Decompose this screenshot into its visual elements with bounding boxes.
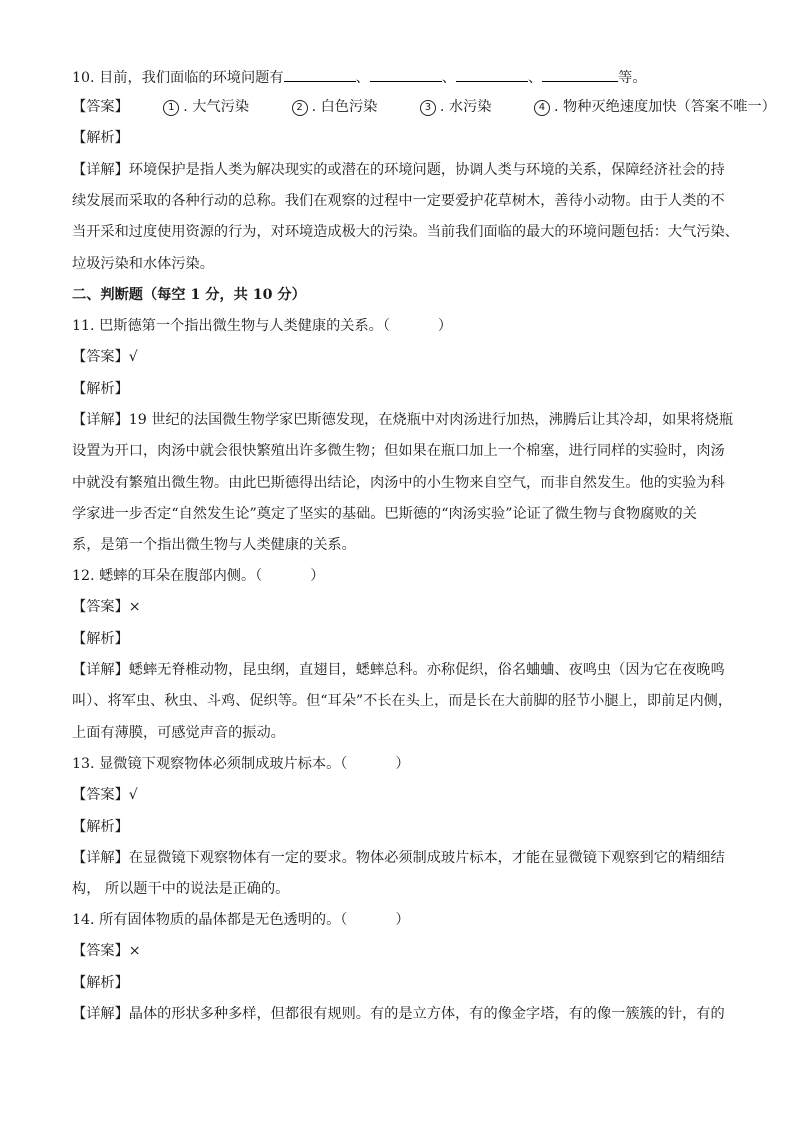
analysis-tag: 【解析】 xyxy=(72,381,129,397)
answer-tag: 【答案】 xyxy=(72,787,129,803)
answer-tag: 【答案】 xyxy=(72,99,129,115)
detail-text: 蟋蟀无脊椎动物，昆虫纲，直翅目，蟋蟀总科。亦称促织，俗名蛐蛐、夜鸣虫（因为它在夜晚鸣 xyxy=(128,662,725,678)
circle-number: 1 xyxy=(163,100,179,116)
blank-3[interactable] xyxy=(456,66,528,82)
question-10-suffix: 等。 xyxy=(618,70,647,86)
question-text: 11. 巴斯德第一个指出微生物与人类健康的关系。（ xyxy=(72,318,390,334)
detail-tag: 【详解】 xyxy=(72,412,129,428)
answer-value: √ xyxy=(128,787,138,803)
answer-tag: 【答案】 xyxy=(72,943,129,959)
answer-12 xyxy=(72,597,141,617)
detail-11-line-3: 中就没有繁殖出微生物。由此巴斯德得出结论，肉汤中的小生物来自空气，而非自然发生。他的实验为科 xyxy=(72,475,725,491)
separator: 、 xyxy=(527,70,543,86)
option-4 xyxy=(534,97,776,117)
answer-value: √ xyxy=(128,349,138,365)
detail-10-line-4: 垃圾污染和水体污染。 xyxy=(72,256,214,272)
detail-13-line-2: 构， 所以题干中的说法是正确的。 xyxy=(72,881,290,897)
question-text: 13. 显微镜下观察物体必须制成玻片标本。（ xyxy=(72,756,348,772)
answer-13 xyxy=(72,785,138,805)
analysis-tag: 【解析】 xyxy=(72,975,129,991)
detail-11-line-4: 学家进一步否定“自然发生论”奠定了坚实的基础。巴斯德的“肉汤实验”论证了微生物与食物腐败的关 xyxy=(72,506,697,522)
analysis-tag: 【解析】 xyxy=(72,819,129,835)
answer-tag: 【答案】 xyxy=(72,349,129,365)
answer-value: × xyxy=(128,943,141,959)
question-text: 14. 所有固体物质的晶体都是无色透明的。（ xyxy=(72,912,348,928)
detail-tag: 【详解】 xyxy=(72,1006,129,1022)
detail-14-line-1 xyxy=(72,1004,725,1024)
paren-close: ） xyxy=(437,318,453,334)
detail-10-line-1 xyxy=(72,160,725,180)
answer-11 xyxy=(72,347,138,367)
analysis-tag: 【解析】 xyxy=(72,130,129,146)
detail-11-line-5: 系，是第一个指出微生物与人类健康的关系。 xyxy=(72,537,356,553)
section-title: 二、判断题（每空 1 分，共 10 分） xyxy=(72,287,306,303)
option-text: . 白色污染 xyxy=(311,99,378,115)
detail-12-line-1 xyxy=(72,660,725,680)
detail-text: 环境保护是指人类为解决现实的或潜在的环境问题，协调人类与环境的关系，保障经济社会的持 xyxy=(128,162,725,178)
detail-10-line-3: 当开采和过度使用资源的行为，对环境造成极大的污染。当前我们面临的最大的环境问题包括：大气污染、 xyxy=(72,224,739,240)
question-14 xyxy=(72,910,410,930)
detail-10-line-2: 续发展而采取的各种行动的总称。我们在观察的过程中一定要爱护花草树木，善待小动物。由于人类的不 xyxy=(72,193,725,209)
detail-text: 晶体的形状多种多样，但都很有规则。有的是立方体，有的像金字塔，有的像一簇簇的针，有的 xyxy=(128,1006,725,1022)
detail-tag: 【详解】 xyxy=(72,162,129,178)
detail-text: 在显微镜下观察物体有一定的要求。物体必须制成玻片标本，才能在显微镜下观察到它的精细结 xyxy=(128,850,725,866)
detail-tag: 【详解】 xyxy=(72,662,129,678)
answer-10 xyxy=(72,97,776,117)
question-text: 12. 蟋蟀的耳朵在腹部内侧。（ xyxy=(72,568,263,584)
option-text: . 物种灭绝速度加快（答案不唯一） xyxy=(553,99,776,115)
detail-11-line-1 xyxy=(72,410,733,430)
question-10 xyxy=(72,66,647,88)
question-13 xyxy=(72,754,410,774)
answer-value: × xyxy=(128,599,141,615)
detail-tag: 【详解】 xyxy=(72,850,129,866)
answer-tag: 【答案】 xyxy=(72,599,129,615)
blank-2[interactable] xyxy=(370,66,442,82)
detail-12-line-3: 上面有薄膜，可感觉声音的振动。 xyxy=(72,725,285,741)
option-3 xyxy=(420,97,492,117)
question-10-text: 10. 目前，我们面临的环境问题有 xyxy=(72,70,284,86)
detail-11-line-2: 设置为开口，肉汤中就会很快繁殖出许多微生物；但如果在瓶口加上一个棉塞，进行同样的实验时，肉汤 xyxy=(72,443,725,459)
detail-13-line-1 xyxy=(72,848,725,868)
separator: 、 xyxy=(355,70,370,86)
paren-close: ） xyxy=(310,568,325,584)
option-2 xyxy=(292,97,378,117)
circle-number: 2 xyxy=(292,100,308,116)
separator: 、 xyxy=(441,70,456,86)
circle-number: 3 xyxy=(420,100,436,116)
option-text: . 大气污染 xyxy=(183,99,250,115)
detail-text: 19 世纪的法国微生物学家巴斯德发现，在烧瓶中对肉汤进行加热，沸腾后让其冷却，如果将烧瓶 xyxy=(128,412,734,428)
blank-1[interactable] xyxy=(284,66,356,82)
analysis-tag: 【解析】 xyxy=(72,631,129,647)
detail-12-line-2: 叫）、将军虫、秋虫、斗鸡、促织等。但“耳朵”不长在头上，而是长在大前脚的胫节小腿上，即前足内侧， xyxy=(72,693,733,709)
option-1 xyxy=(163,97,249,117)
paren-close: ） xyxy=(395,756,410,772)
circle-number: 4 xyxy=(534,100,550,116)
question-11 xyxy=(72,316,452,336)
option-text: . 水污染 xyxy=(439,99,492,115)
question-12 xyxy=(72,566,324,586)
answer-14 xyxy=(72,941,141,961)
blank-4[interactable] xyxy=(542,66,618,82)
paren-close: ） xyxy=(395,912,410,928)
